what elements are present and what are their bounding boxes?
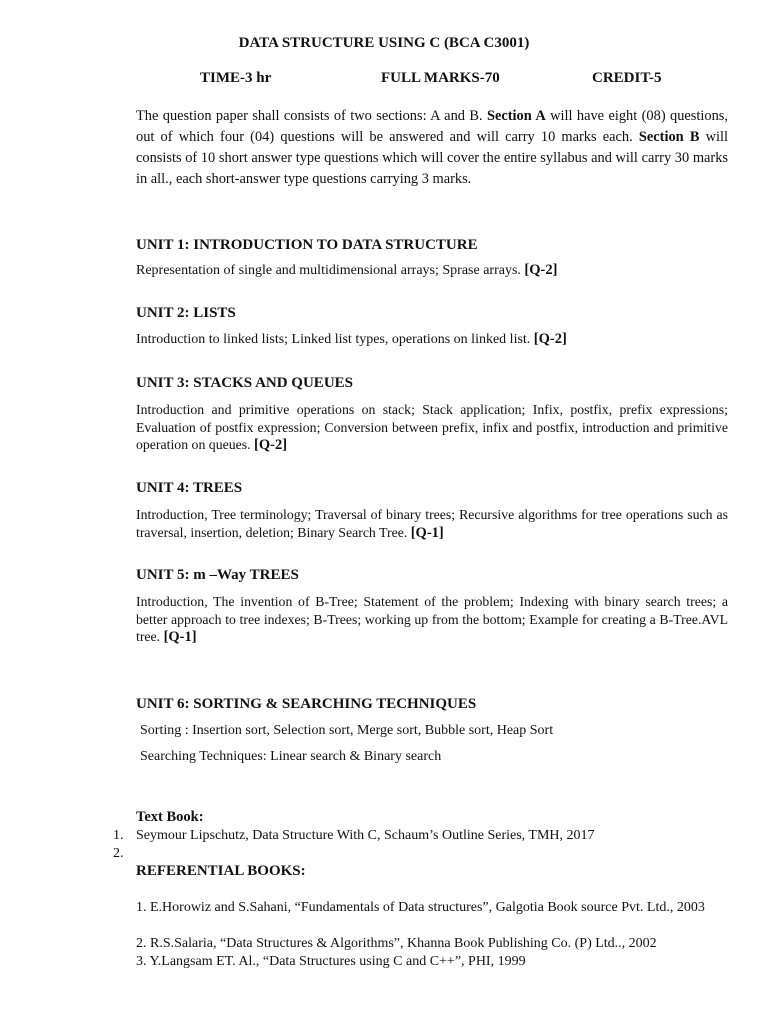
section-b-label: Section B [638, 129, 700, 145]
unit-5-text: Introduction, The invention of B-Tree; Statement of the problem; Indexing with binary search trees; a better approach to tree indexes; B-Trees; working up from the bottom; Example for creating a B-Tree.AVL tree. [136, 594, 728, 644]
text-book-number-2: 2. [113, 846, 124, 861]
intro-text-2: will have eight (08) questions, out of which four (04) questions will be answered and will carry 10 marks each. [136, 108, 728, 145]
intro-text-3: will consists of 10 short answer type questions which will cover the entire syllabus and will carry 30 marks in all., each short-answer type questions carrying 3 marks. [136, 129, 728, 187]
unit-6-sorting: Sorting : Insertion sort, Selection sort, Merge sort, Bubble sort, Heap Sort [140, 723, 554, 738]
text-book-item-1: Seymour Lipschutz, Data Structure With C, Schaum’s Outline Series, TMH, 2017 [136, 828, 595, 843]
unit-5-heading: UNIT 5: m –Way TREES [136, 567, 299, 583]
unit-3-text: Introduction and primitive operations on stack; Stack application; Infix, postfix, prefix expressions; Evaluation of postfix expression; Conversion between prefix, infix and postfix, introduction and primitive operation on queues. [136, 402, 728, 452]
unit-6-heading: UNIT 6: SORTING & SEARCHING TECHNIQUES [136, 696, 477, 712]
referential-book-1: 1. E.Horowiz and S.Sahani, “Fundamentals of Data structures”, Galgotia Book source Pvt. Ltd., 2003 [136, 900, 705, 915]
unit-1-heading: UNIT 1: INTRODUCTION TO DATA STRUCTURE [136, 237, 478, 253]
unit-1-body [136, 262, 728, 280]
unit-4-heading: UNIT 4: TREES [136, 480, 243, 496]
referential-books-heading: REFERENTIAL BOOKS: [136, 863, 306, 879]
unit-2-heading: UNIT 2: LISTS [136, 305, 236, 321]
text-book-number-1: 1. [113, 828, 124, 843]
unit-6-searching: Searching Techniques: Linear search & Binary search [140, 749, 442, 764]
unit-3-body [136, 401, 728, 455]
referential-book-2: 2. R.S.Salaria, “Data Structures & Algorithms”, Khanna Book Publishing Co. (P) Ltd.., 2002 [136, 936, 657, 951]
unit-4-question-count: [Q-1] [410, 524, 444, 541]
unit-2-question-count: [Q-2] [533, 331, 567, 347]
unit-1-question-count: [Q-2] [524, 262, 558, 278]
text-book-heading: Text Book: [136, 809, 204, 825]
referential-book-3: 3. Y.Langsam ET. Al., “Data Structures using C and C++”, PHI, 1999 [136, 954, 526, 969]
unit-4-body [136, 506, 728, 542]
unit-2-body [136, 331, 728, 349]
exam-time: TIME-3 hr [200, 70, 272, 86]
intro-text-1: The question paper shall consists of two sections: A and B. [136, 108, 487, 124]
credit: CREDIT-5 [592, 70, 662, 86]
intro-paragraph [136, 106, 728, 190]
full-marks: FULL MARKS-70 [381, 70, 500, 86]
document-title: DATA STRUCTURE USING C (BCA C3001) [238, 35, 530, 51]
unit-2-text: Introduction to linked lists; Linked list types, operations on linked list. [136, 332, 534, 347]
unit-5-question-count: [Q-1] [163, 629, 197, 645]
section-a-label: Section A [486, 108, 546, 124]
unit-1-text: Representation of single and multidimensional arrays; Sprase arrays. [136, 263, 525, 278]
unit-4-text: Introduction, Tree terminology; Traversal of binary trees; Recursive algorithms for tree operations such as traversal, insertion, deletion; Binary Search Tree. [136, 507, 728, 540]
unit-5-body [136, 593, 728, 647]
unit-3-heading: UNIT 3: STACKS AND QUEUES [136, 375, 353, 391]
unit-3-question-count: [Q-2] [254, 437, 288, 453]
